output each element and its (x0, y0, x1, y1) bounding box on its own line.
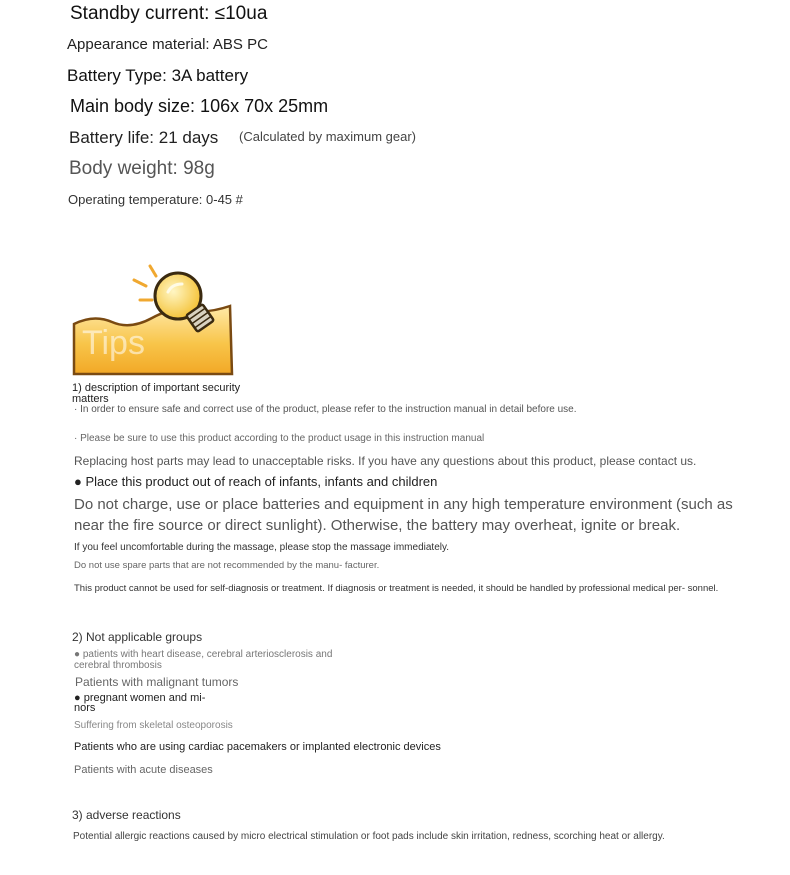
bulb-rays (134, 266, 156, 300)
section2-item: Patients who are using cardiac pacemakers or implanted electronic devices (74, 741, 441, 753)
spec-main-body-size: Main body size: 106x 70x 25mm (70, 96, 329, 116)
section1-item: ● Place this product out of reach of infants, infants and children (74, 474, 438, 489)
section2-item: ● patients with heart disease, cerebral arteriosclerosis and cerebral thrombosis (74, 649, 333, 671)
section1-heading: 1) description of important security matters (72, 382, 241, 405)
section1-item: If you feel uncomfortable during the massage, please stop the massage immediately. (74, 542, 450, 553)
section2-item: Patients with malignant tumors (75, 675, 239, 689)
section1-item: Replacing host parts may lead to unacceptable risks. If you have any questions about this product, please contact us. (74, 454, 697, 468)
section2-item: Patients with acute diseases (74, 764, 213, 776)
spec-standby-current: Standby current: ≤10ua (70, 3, 268, 24)
spec-battery-life: Battery life: 21 days (69, 128, 219, 147)
section1-item: This product cannot be used for self-diagnosis or treatment. If diagnosis or treatment is needed, it should be handled by professional medical per- sonnel. (74, 583, 719, 594)
section1-item: Do not charge, use or place batteries and equipment in any high temperature environment (such as near the fire source or direct sunlight). Otherwise, the battery may overheat, ignite or break. (74, 496, 733, 534)
section1-item: · In order to ensure safe and correct use of the product, please refer to the instruction manual in detail before use. (74, 404, 577, 415)
section2-heading: 2) Not applicable groups (72, 630, 203, 644)
spec-operating-temperature: Operating temperature: 0-45 # (68, 192, 243, 207)
spec-appearance-material: Appearance material: ABS PC (67, 36, 268, 53)
section2-item: Suffering from skeletal osteoporosis (74, 720, 233, 731)
section1-item: · Please be sure to use this product according to the product usage in this instruction manual (74, 433, 485, 444)
spec-battery-type: Battery Type: 3A battery (67, 66, 249, 85)
spec-body-weight: Body weight: 98g (69, 158, 215, 179)
section1-item: Do not use spare parts that are not recommended by the manu- facturer. (74, 560, 380, 571)
spec-battery-life-note: (Calculated by maximum gear) (239, 129, 417, 144)
section3-heading: 3) adverse reactions (72, 808, 181, 822)
section3-item: Potential allergic reactions caused by micro electrical stimulation or foot pads include skin irritation, redness, scorching heat or allergy. (73, 831, 665, 842)
tips-banner (72, 262, 234, 376)
tips-label: Tips (82, 324, 145, 362)
section2-item: ● pregnant women and mi- nors (74, 692, 206, 714)
